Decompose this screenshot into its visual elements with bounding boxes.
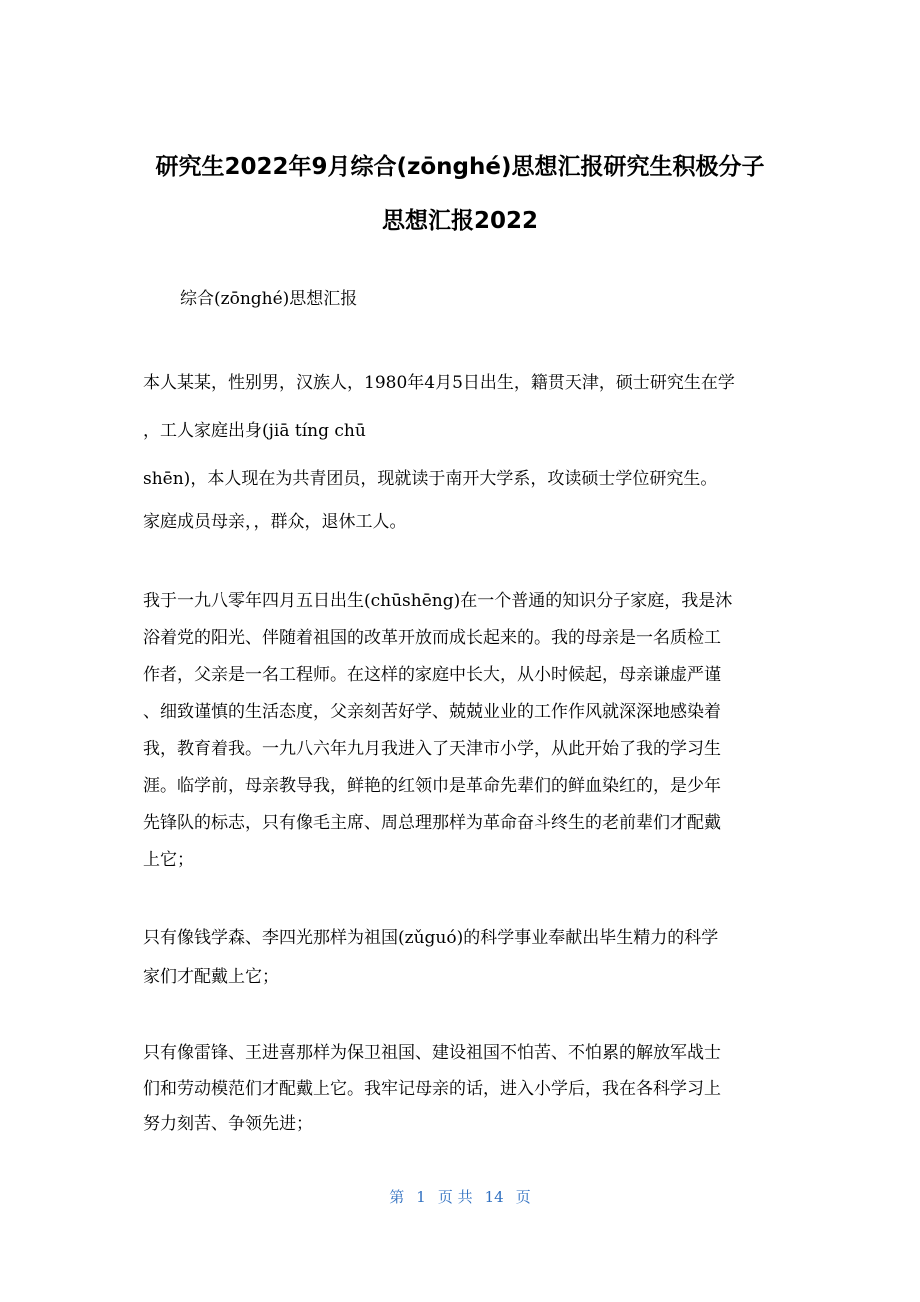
footer-page-number: 1 [416,1188,426,1206]
body-line: 、细致谨慎的生活态度，父亲刻苦好学、兢兢业业的工作作风就深深地感染着 [143,702,721,722]
body-line: 本人某某，性别男，汉族人，1980年4月5日出生，籍贯天津，硕士研究生在学 [143,373,735,393]
footer-mid: 页 共 [437,1188,473,1206]
footer-suffix: 页 [515,1188,531,1206]
body-line: ，工人家庭出身(jiā tíng chū [143,421,366,441]
body-line: 努力刻苦、争领先进； [143,1114,313,1134]
body-line: 涯。临学前，母亲教导我，鲜艳的红领巾是革命先辈们的鲜血染红的，是少年 [143,776,721,796]
footer-total-pages: 14 [484,1188,504,1206]
body-line: 先锋队的标志，只有像毛主席、周总理那样为革命奋斗终生的老前辈们才配戴 [143,813,721,833]
body-line: 我，教育着我。一九八六年九月我进入了天津市小学，从此开始了我的学习生 [143,739,721,759]
body-line: 作者，父亲是一名工程师。在这样的家庭中长大，从小时候起，母亲谦虚严谨 [143,665,721,685]
body-line: 浴着党的阳光、伴随着祖国的改革开放而成长起来的。我的母亲是一名质检工 [143,628,721,648]
title-line-1: 研究生2022年9月综合(zōnghé)思想汇报研究生积极分子 [155,154,765,180]
body-line: 家庭成员母亲，，群众，退休工人。 [143,512,407,532]
footer-prefix: 第 [389,1188,405,1206]
body-line: 只有像雷锋、王进喜那样为保卫祖国、建设祖国不怕苦、不怕累的解放军战士 [143,1043,721,1063]
title-line-2: 思想汇报2022 [381,208,538,234]
body-line: 们和劳动模范们才配戴上它。我牢记母亲的话，进入小学后，我在各科学习上 [143,1079,721,1099]
subtitle: 综合(zōnghé)思想汇报 [180,289,358,309]
body-line: 家们才配戴上它； [143,967,279,987]
body-line: shēn)，本人现在为共青团员，现就读于南开大学系，攻读硕士学位研究生。 [143,469,718,489]
body-line: 只有像钱学森、李四光那样为祖国(zǔguó)的科学事业奉献出毕生精力的科学 [143,928,719,948]
body-line: 我于一九八零年四月五日出生(chūshēng)在一个普通的知识分子家庭，我是沐 [143,591,733,611]
page-footer [0,1186,920,1207]
body-line: 上它； [143,850,194,870]
document-title [120,140,800,248]
